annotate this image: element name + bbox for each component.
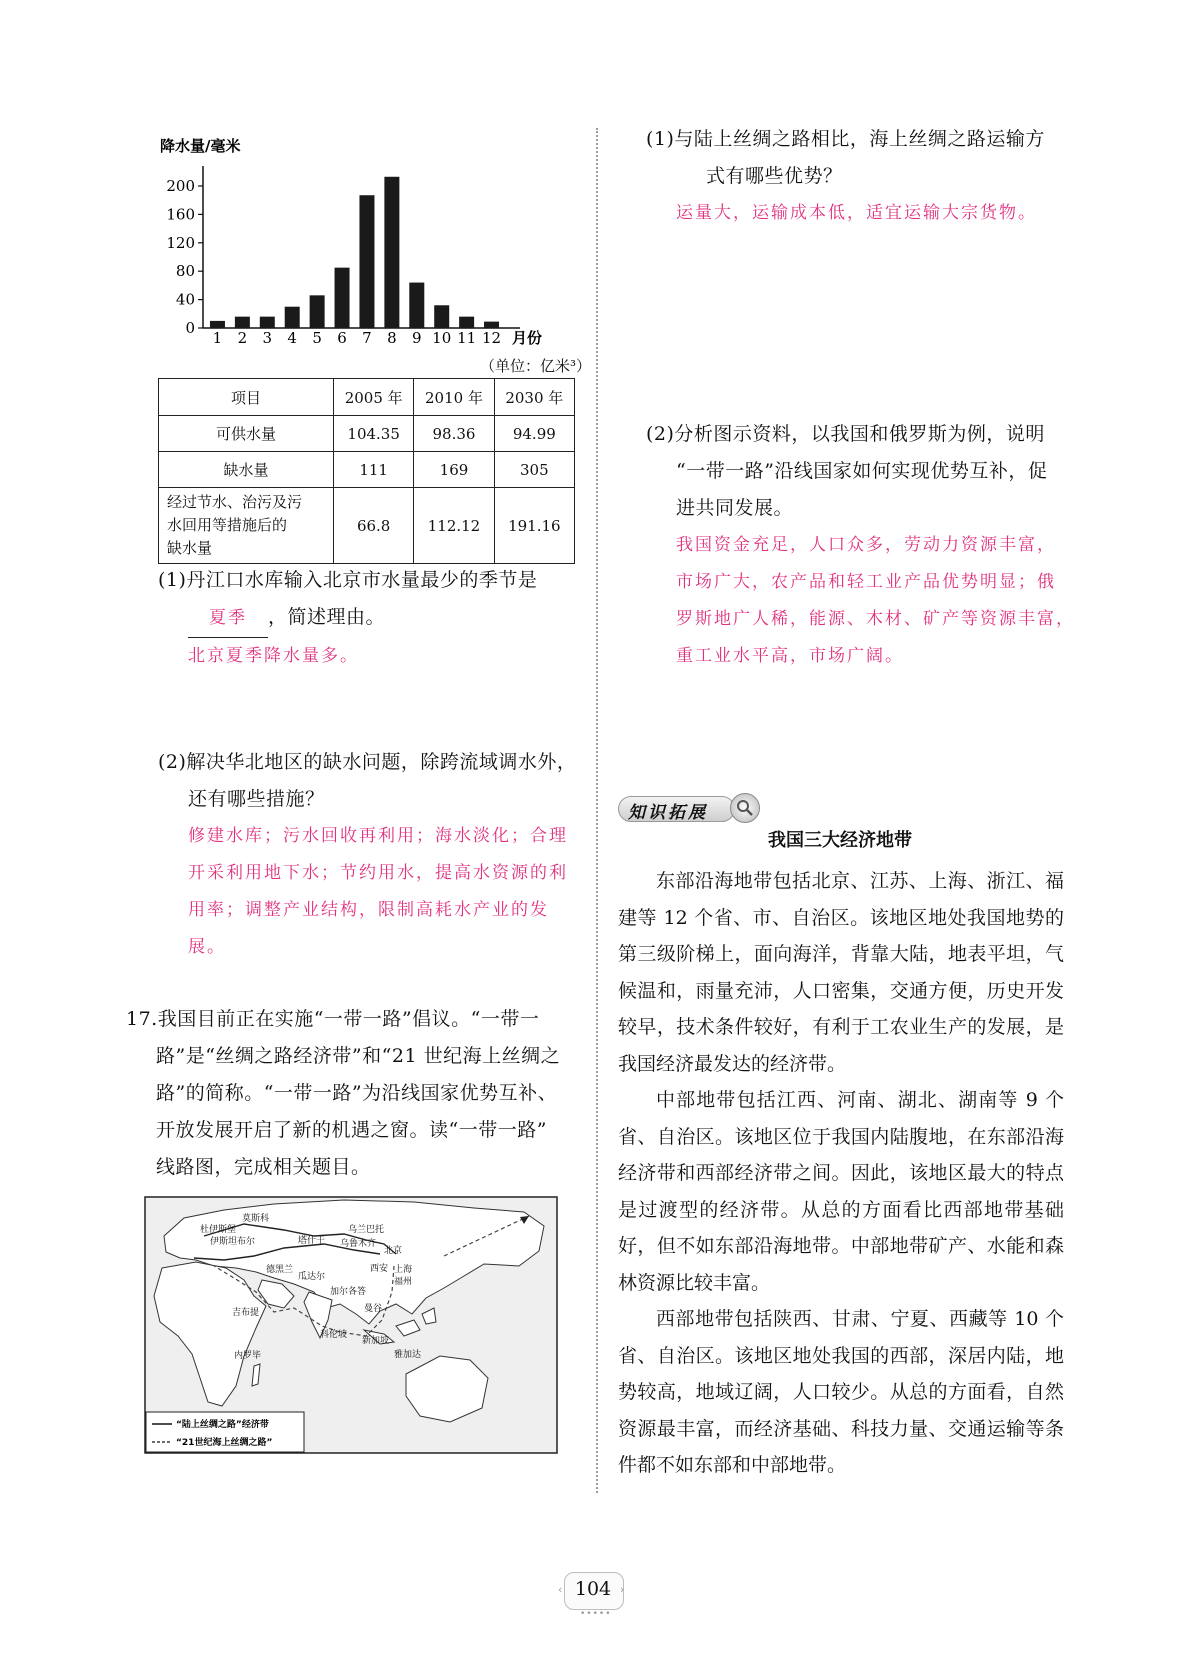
magnifier-icon (730, 793, 760, 823)
q16-part1-line2 (158, 599, 588, 638)
q17-part2-question-line: (2)分析图示资料，以我国和俄罗斯为例，说明 (646, 423, 1045, 445)
table-cell: 可供水量 (159, 416, 334, 452)
chart-x-tick-label: 1 (212, 329, 223, 347)
table-cell: 305 (494, 452, 574, 488)
q16-part2-question-line1: (2)解决华北地区的缺水问题，除跨流域调水外， (158, 751, 577, 773)
chevron-right-icon: › (620, 1583, 625, 1596)
q17-part1 (646, 121, 1096, 232)
chart-x-tick-label: 5 (312, 329, 322, 347)
map-label: 曼谷 (364, 1304, 383, 1314)
knowledge-banner (618, 793, 753, 823)
map-label: 德黑兰 (266, 1265, 294, 1275)
table-cell: 66.8 (334, 488, 414, 564)
q17-part2-question-line: 进共同发展。 (676, 497, 794, 519)
map-label: 西安 (370, 1264, 389, 1274)
table-cell-measures (159, 488, 334, 564)
page-number: 104 (574, 1578, 612, 1600)
map-legend-land: “陆上丝绸之路”经济带 (176, 1420, 269, 1430)
chart-x-tick-label: 4 (287, 329, 297, 347)
q17-part2-question-line: “一带一路”沿线国家如何实现优势互补，促 (676, 460, 1048, 482)
q17-part2-answer-line: 重工业水平高，市场广阔。 (676, 646, 904, 666)
chart-x-tick-label: 9 (412, 329, 422, 347)
q16-part1-question: (1)丹江口水库输入北京市水量最少的季节是 (158, 569, 538, 591)
chart-bar (260, 317, 275, 328)
knowledge-paragraph: 中部地带包括江西、河南、湖北、湖南等 9 个省、自治区。该地区位于我国内陆腹地，在东部沿海经济带和西部经济带之间。因此，该地区最大的特点是过渡型的经济带。从总的方面看比西部地带基础好，但不如东部沿海地带。中部地带矿产、水能和森林资源比较丰富。 (618, 1089, 1064, 1294)
chart-bar (235, 317, 250, 328)
map-label: 福州 (394, 1277, 413, 1287)
chart-bar (434, 305, 449, 328)
chart-x-tick-label: 11 (457, 329, 477, 347)
chart-y-tick-label: 120 (166, 233, 195, 252)
chart-bar (359, 195, 374, 328)
map-label: 北京 (384, 1246, 403, 1256)
chart-bar (310, 295, 325, 328)
q17-part1-question-line: 式有哪些优势？ (706, 165, 843, 187)
chart-x-tick-label: 3 (262, 329, 273, 347)
belt-and-road-map (144, 1196, 558, 1454)
table-header-cell: 2030 年 (494, 379, 574, 416)
water-supply-table (158, 378, 575, 564)
page-number-dots: ••••• (580, 1609, 612, 1619)
chart-y-tick-label: 160 (166, 205, 195, 224)
chart-bar (459, 317, 474, 328)
map-label: 莫斯科 (242, 1214, 270, 1224)
chart-y-tick-label: 0 (185, 319, 195, 337)
chart-x-tick-label: 12 (481, 329, 502, 347)
map-label: 杜伊斯堡 (200, 1225, 237, 1235)
knowledge-paragraph: 东部沿海地带包括北京、江苏、上海、浙江、福建等 12 个省、市、自治区。该地区地处我国地势的第三级阶梯上，面向海洋，背靠大陆，地表平坦，气候温和，雨量充沛，人口密集，交通方便，历史开发较早，技术条件较好，有利于工农业生产的发展，是我国经济最发达的经济带。 (618, 870, 1064, 1075)
q16-part1-line2-text: ，简述理由。 (268, 606, 386, 628)
precipitation-bar-chart (150, 132, 570, 354)
q17-part1-answer: 运量大，运输成本低，适宜运输大宗货物。 (676, 203, 1037, 223)
chart-bar (210, 321, 225, 328)
knowledge-title: 我国三大经济地带 (768, 830, 912, 851)
table-header-cell: 项目 (159, 379, 334, 416)
table-cell-line: 水回用等措施后的 (167, 516, 288, 534)
table-cell: 112.12 (414, 488, 494, 564)
q17-stem-line: 17.我国目前正在实施“一带一路”倡议。“一带一 (126, 1008, 540, 1030)
q17-stem (126, 1001, 591, 1186)
table-row (159, 452, 575, 488)
q16-part2-answer-line: 用率；调整产业结构，限制高耗水产业的发 (188, 900, 549, 920)
map-label: 加尔各答 (330, 1287, 367, 1297)
q17-stem-line: 路”是“丝绸之路经济带”和“21 世纪海上丝绸之 (156, 1045, 561, 1067)
map-label: 乌鲁木齐 (340, 1239, 377, 1249)
table-row (159, 488, 575, 564)
q17-part2-answer-line: 我国资金充足，人口众多，劳动力资源丰富， (676, 535, 1056, 555)
q16-part1-answer: 北京夏季降水量多。 (188, 646, 359, 666)
chart-x-tick-label: 6 (337, 329, 347, 347)
q17-stem-line: 路”的简称。“一带一路”为沿线国家优势互补、 (156, 1082, 558, 1104)
map-label: 内罗毕 (234, 1351, 262, 1361)
map-label: 伊斯坦布尔 (210, 1237, 256, 1247)
chart-x-tick-label: 10 (432, 329, 452, 347)
chart-x-tick-label: 2 (237, 329, 248, 347)
chart-ylabel: 降水量/毫米 (160, 137, 241, 155)
q16-part2-question-line2: 还有哪些措施？ (188, 788, 325, 810)
table-header-cell: 2010 年 (414, 379, 494, 416)
chevron-left-icon: ‹ (558, 1583, 563, 1596)
table-header-row (159, 379, 575, 416)
table-cell: 缺水量 (159, 452, 334, 488)
map-legend-sea: “21世纪海上丝绸之路” (176, 1438, 273, 1448)
q17-stem-line: 开放发展开启了新的机遇之窗。读“一带一路” (156, 1119, 547, 1141)
banner-label: 知识拓展 (628, 803, 708, 823)
chart-bar (409, 283, 424, 328)
q16-part2 (158, 744, 588, 966)
map-label: 乌兰巴托 (348, 1225, 385, 1235)
chart-bar (484, 322, 499, 328)
q16-part2-answer-line: 开采利用地下水；节约用水，提高水资源的利 (188, 863, 568, 883)
table-cell: 98.36 (414, 416, 494, 452)
table-cell: 169 (414, 452, 494, 488)
chart-bar (335, 268, 350, 328)
table-cell: 191.16 (494, 488, 574, 564)
map-label: 科伦坡 (320, 1330, 348, 1340)
knowledge-body (618, 863, 1064, 1484)
map-label: 上海 (394, 1265, 413, 1275)
table-cell-line: 缺水量 (167, 539, 213, 557)
knowledge-paragraph: 西部地带包括陕西、甘肃、宁夏、西藏等 10 个省、自治区。该地区地处我国的西部，深居内陆，地势较高，地域辽阔，人口较少。从总的方面看，自然资源最丰富，而经济基础、科技力量、交通运输等条件都不如东部和中部地带。 (618, 1308, 1064, 1476)
q17-part1-question-line: (1)与陆上丝绸之路相比，海上丝绸之路运输方 (646, 128, 1045, 150)
chart-bar (285, 307, 300, 328)
q16-part2-answer-line: 修建水库；污水回收再利用；海水淡化；合理 (188, 826, 568, 846)
q17-stem-line: 线路图，完成相关题目。 (156, 1156, 371, 1178)
page-number-badge (558, 1570, 630, 1619)
q16-part2-answer-line: 展。 (188, 937, 226, 957)
chart-xlabel: 月份 (512, 329, 543, 347)
table-cell-line: 经过节水、治污及污 (167, 493, 303, 511)
table-unit: （单位：亿米³） (480, 357, 592, 375)
table-header-cell: 2005 年 (334, 379, 414, 416)
q17-part2-answer-line: 罗斯地广人稀，能源、木材、矿产等资源丰富， (676, 609, 1075, 629)
column-divider (596, 128, 598, 1493)
q17-part2-answer-line: 市场广大，农产品和轻工业产品优势明显；俄 (676, 572, 1056, 592)
map-label: 瓜达尔 (298, 1272, 326, 1282)
table-cell: 104.35 (334, 416, 414, 452)
q16-part1 (158, 562, 588, 675)
chart-bar (384, 177, 399, 328)
table-row (159, 416, 575, 452)
chart-x-tick-label: 7 (362, 329, 372, 347)
table-cell: 94.99 (494, 416, 574, 452)
q16-part1-blank-answer: 夏季 (188, 600, 268, 638)
chart-y-tick-label: 200 (166, 177, 195, 195)
map-label: 雅加达 (394, 1350, 422, 1360)
map-label: 新加坡 (362, 1336, 390, 1346)
chart-y-tick-label: 40 (175, 290, 195, 309)
q17-part2 (646, 416, 1076, 675)
map-label: 塔什干 (298, 1236, 326, 1246)
table-cell: 111 (334, 452, 414, 488)
chart-x-tick-label: 8 (387, 329, 397, 347)
chart-y-tick-label: 80 (175, 262, 195, 281)
map-label: 吉布提 (232, 1308, 260, 1318)
